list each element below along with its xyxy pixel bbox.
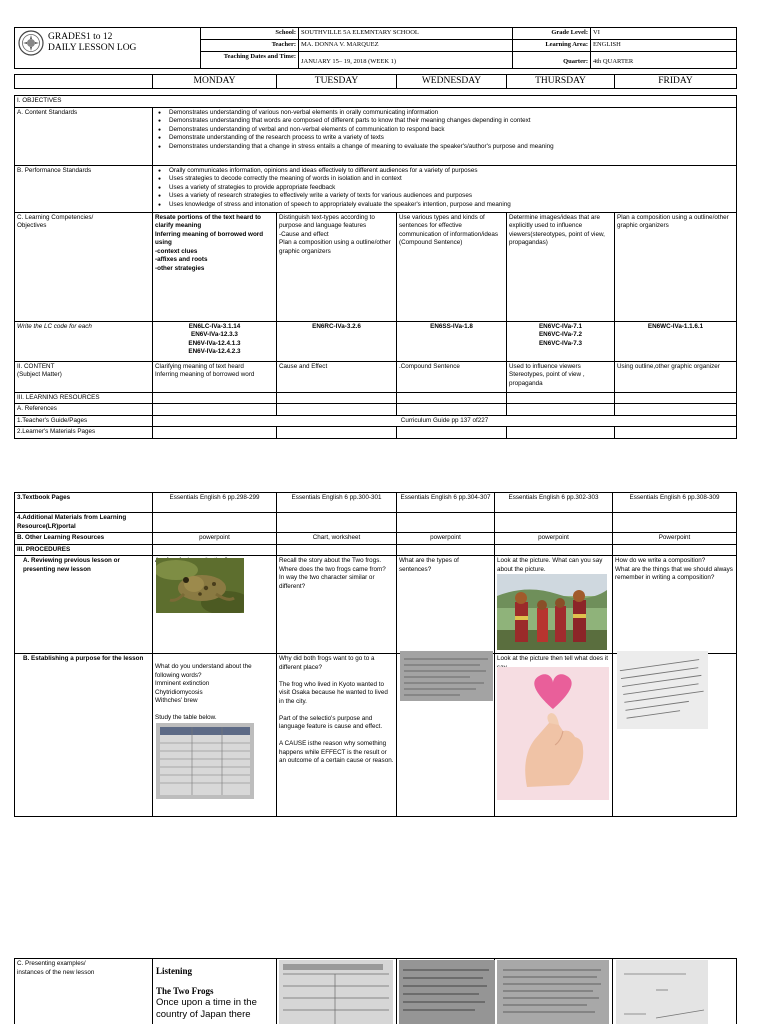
quarter-label: Quarter:: [513, 51, 591, 68]
purpose-tuesday: Why did both frogs want to go to a different place? The frog who lived in Kyoto wanted to visit Osaka because he wanted to lived in the city. Part of the selectio's purpose and language feature is cause and effect. A CAUSE isthe reason why something happens while EFFECT is the result or an outcome of a certain cause or reason.: [277, 654, 397, 817]
textbook-tuesday: Essentials English 6 pp.300-301: [277, 493, 397, 513]
story-title: The Two Frogs: [156, 986, 214, 997]
compound-sentence-image: [399, 960, 495, 1024]
textbook-friday: Essentials English 6 pp.308-309: [613, 493, 737, 513]
cause-effect-table-image: [279, 960, 393, 1024]
standard-item: ● Demonstrates understanding of verbal and non-verbal elements of communication to respond back: [155, 126, 734, 135]
teachers-guide-label: 1.Teacher's Guide/Pages: [15, 415, 153, 427]
teachers-guide-value: Curriculum Guide pp 137 of227: [153, 415, 737, 427]
learning-resources-label: III. LEARNING RESOURCES: [15, 392, 153, 404]
content-label: II. CONTENT (Subject Matter): [15, 361, 153, 392]
content-standards-list: [155, 109, 734, 152]
purpose-thursday: Look at the picture then tell what does it: [495, 654, 613, 817]
content-standards-label: A. Content Standards: [15, 107, 153, 165]
standard-item: ● Demonstrates understanding that words are composed of different parts to know that their meaning changes depending in context: [155, 117, 734, 126]
competency-friday: Plan a composition using a outline/other graphic organizers: [615, 212, 737, 321]
composition-outline-image: [616, 960, 708, 1024]
competency-tuesday: Distinguish text-types according to purpose and language features -Cause and effect Plan a composition using a outline/other graphic organizers: [277, 212, 397, 321]
standard-item: ● Demonstrates understanding that a change in stress entails a change of meaning to evaluate the speaker's/author's purpose and meaning: [155, 143, 734, 152]
teacher-value: MA. DONNA V. MARQUEZ: [299, 39, 513, 51]
additional-materials-label: 4.Additional Materials from Learning Resource(LR)portal: [15, 513, 153, 533]
day-monday: MONDAY: [153, 75, 277, 89]
day-header-blank: [15, 75, 153, 89]
other-resources-label: B. Other Learning Resources: [15, 533, 153, 545]
textbook-wednesday: Essentials English 6 pp.304-307: [397, 493, 495, 513]
textbook-label: 3.Textbook Pages: [15, 493, 153, 513]
influence-viewers-image: [497, 960, 609, 1024]
purpose-label: B. Establishing a purpose for the lesson: [15, 654, 153, 817]
lc-code-wednesday: EN6SS-IVa-1.8: [397, 321, 507, 361]
grade-label: Grade Level:: [513, 28, 591, 40]
competency-wednesday: Use various types and kinds of sentences for effective communication of information/ideas (Compound Sentence): [397, 212, 507, 321]
standard-item: ● Demonstrates understanding of various non-verbal elements in orally communicating information: [155, 109, 734, 118]
area-value: ENGLISH: [591, 39, 737, 51]
references-label: A. References: [15, 404, 153, 416]
listening-heading: Listening: [156, 966, 193, 976]
objectives-heading: I. OBJECTIVES: [15, 96, 737, 108]
procedures-label: III. PROCEDURES: [15, 544, 153, 556]
day-friday: FRIDAY: [615, 75, 737, 89]
performance-standards-list: [155, 167, 734, 210]
standard-item: ● Uses knowledge of stress and intonation of speech to appropriately evaluate the speaker's intention, purpose and meaning: [155, 201, 734, 210]
day-tuesday: TUESDAY: [277, 75, 397, 89]
textbook-thursday: Essentials English 6 pp.302-303: [495, 493, 613, 513]
competency-thursday: Determine images/ideas that are explicitly used to influence viewers(stereotypes, point of view, propagandas): [507, 212, 615, 321]
content-thursday: Used to influence viewers Stereotypes, point of view , propaganda: [507, 361, 615, 392]
finger-heart-image: [497, 667, 609, 800]
quarter-value: 4th QUARTER: [591, 51, 737, 68]
header-title-line1: GRADES1 to 12: [48, 32, 113, 43]
lc-code-friday: EN6WC-IVa-1.1.6.1: [615, 321, 737, 361]
presenting-monday: [153, 959, 277, 1024]
study-table-image: [156, 723, 254, 799]
reviewing-label: A. Reviewing previous lesson or presenting new lesson: [15, 556, 153, 654]
performance-standards-cell: [153, 165, 737, 212]
composition-note-image: [617, 651, 708, 729]
other-tuesday: Chart, worksheet: [277, 533, 397, 545]
day-header-row: [14, 74, 736, 89]
lc-code-thursday: EN6VC-IVa-7.1 EN6VC-IVa-7.2 EN6VC-IVa-7.3: [507, 321, 615, 361]
textbook-monday: Essentials English 6 pp.298-299: [153, 493, 277, 513]
header-title-cell: [15, 28, 201, 69]
standard-item: ● Uses a variety of research strategies to effectively write a variety of texts for various audiences and purposes: [155, 192, 734, 201]
dates-value: JANUARY 15– 19, 2018 (WEEK 1): [299, 51, 513, 68]
area-label: Learning Area:: [513, 39, 591, 51]
standard-item: ● Demonstrate understanding of the research process to write a variety of texts: [155, 134, 734, 143]
content-friday: Using outline,other graphic organizer: [615, 361, 737, 392]
content-monday: Clarifying meaning of text heard Inferring meaning of borrowed word: [153, 361, 277, 392]
reviewing-friday: How do we write a composition? What are the things that we should always remember in writing a composition?: [613, 556, 737, 654]
header-title-line2: DAILY LESSON LOG: [48, 43, 137, 53]
day-wednesday: WEDNESDAY: [397, 75, 507, 89]
dates-label: Teaching Dates and Time:: [201, 51, 299, 68]
school-label: School:: [201, 28, 299, 40]
other-friday: Powerpoint: [613, 533, 737, 545]
presenting-label: C. Presenting examples/ instances of the new lesson: [15, 959, 153, 1024]
objectives-table: [14, 95, 736, 439]
tribal-people-image: [497, 574, 607, 650]
day-thursday: THURSDAY: [507, 75, 615, 89]
reviewing-tuesday: Recall the story about the Two frogs. Where does the two frogs came from? In way the two character similar or different?: [277, 556, 397, 654]
frog-image: [156, 558, 244, 613]
other-thursday: powerpoint: [495, 533, 613, 545]
competency-monday: Resate portions of the text heard to clarify meaning Inferring meaning of borrowed word using -context clues -affixes and roots -other strategies: [153, 212, 277, 321]
deped-seal-icon: [18, 30, 44, 56]
standard-item: ● Uses a variety of strategies to provide appropriate feedback: [155, 184, 734, 193]
teacher-label: Teacher:: [201, 39, 299, 51]
content-tuesday: Cause and Effect: [277, 361, 397, 392]
lc-code-tuesday: EN6RC-IVa-3.2.6: [277, 321, 397, 361]
grade-value: VI: [591, 28, 737, 40]
other-wednesday: powerpoint: [397, 533, 495, 545]
standard-item: ● Orally communicates information, opinions and ideas effectively to different audiences for a variety of purposes: [155, 167, 734, 176]
content-standards-cell: [153, 107, 737, 165]
school-value: SOUTHVILLE 5A ELEMNTARY SCHOOL: [299, 28, 513, 40]
lesson-log-header: [14, 27, 736, 64]
reviewing-wednesday: What are the types of sentences?: [397, 556, 495, 654]
lc-code-monday: EN6LC-IVa-3.1.14 EN6V-IVa-12.3.3 EN6V-IVa-12.4.1.3 EN6V-IVa-12.4.2.3: [153, 321, 277, 361]
performance-standards-label: B. Performance Standards: [15, 165, 153, 212]
purpose-monday: What do you understand about the following words? Imminent extinction Chytridiomycosis Withches' brew Study the table below.: [153, 654, 277, 817]
standard-item: ● Uses strategies to decode correctly the meaning of words in isolation and in context: [155, 175, 734, 184]
reviewing-thursday: Look at the picture. What can you say about the picture.: [495, 556, 613, 654]
competencies-label: C. Learning Competencies/ Objectives: [15, 212, 153, 321]
content-wednesday: .Compound Sentence: [397, 361, 507, 392]
story-text: Once upon a time in the country of Japan there: [156, 997, 257, 1020]
learners-materials-label: 2.Learner's Materials Pages: [15, 427, 153, 439]
other-monday: powerpoint: [153, 533, 277, 545]
sentence-types-image: [400, 651, 493, 701]
lc-code-label: Write the LC code for each: [15, 321, 153, 361]
